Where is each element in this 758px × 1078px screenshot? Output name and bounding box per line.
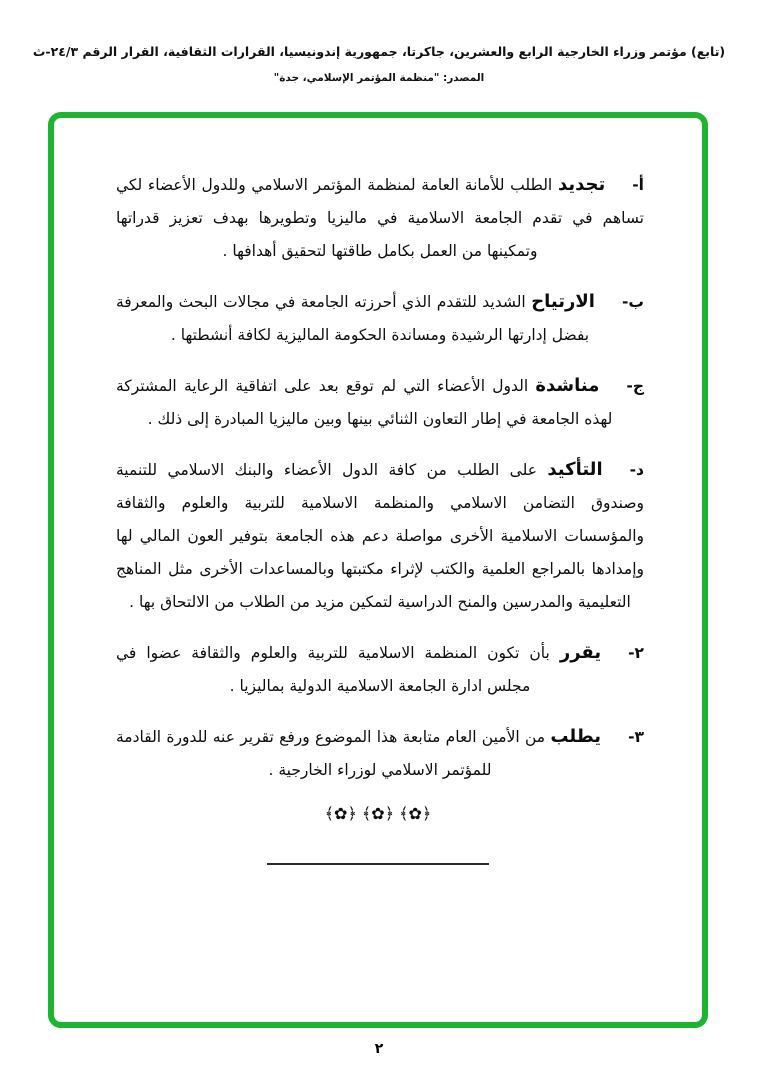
item-lead-word: يقرر [559, 642, 602, 663]
ornament-separator: ﴾✿﴿ ﴾✿﴿ ﴾✿﴿ [324, 804, 432, 823]
signature-line [267, 863, 489, 865]
list-item [116, 369, 644, 436]
item-lead-word: الارتياح [531, 291, 595, 312]
item-text: على الطلب من كافة الدول الأعضاء والبنك الاسلامي للتنمية وصندوق التضامن الاسلامي والمنظمة الاسلامية للتربية والعلوم والثقافة والمؤسسات الاسلامية الأخرى مواصلة دعم هذه الجامعة بتوفير العون المالي لها وإمدادها بالمراجع العلمية والكتب لإثراء مكتبتها وبالمساعدات الأخرى مثل المناهج التعليمية والمدرسين والمنح الدراسية لتمكين مزيد من الطلاب من الالتحاق بها . [116, 461, 644, 611]
item-lead-word: التأكيد [547, 459, 603, 480]
list-item [116, 453, 644, 619]
item-text: الشديد للتقدم الذي أحرزته الجامعة في مجالات البحث والمعرفة بفضل إدارتها الرشيدة ومساندة الحكومة الماليزية لكافة أنشطتها . [116, 293, 590, 344]
item-text: الدول الأعضاء التي لم توقع بعد على اتفاقية الرعاية المشتركة لهذه الجامعة في إطار التعاون الثنائي بينها وبين ماليزيا المبادرة إلى ذلك . [116, 377, 613, 428]
item-lead-word: يطلب [550, 726, 602, 747]
header-conference-title: (تابع) مؤتمر وزراء الخارجية الرابع والعشرين، جاكرتا، جمهورية إندونيسيا، القرارات الثقافية، القرار الرقم ٢٤/٣-ث [32, 44, 726, 59]
item-marker: أ- [632, 176, 644, 194]
list-item [116, 168, 644, 268]
list-item [116, 285, 644, 352]
content-border-box [48, 112, 708, 1028]
resolution-body [54, 118, 702, 787]
header-source-line: المصدر: "منظمة المؤتمر الإسلامي، جدة" [273, 72, 485, 84]
document-header [0, 44, 758, 84]
page-number: ٢ [374, 1041, 384, 1057]
item-marker: د- [629, 461, 644, 479]
item-lead-word: تجديد [557, 174, 606, 195]
item-marker: ج- [626, 377, 644, 395]
item-lead-word: مناشدة [535, 375, 600, 396]
item-text: بأن تكون المنظمة الاسلامية للتربية والعلوم والثقافة عضوا في مجلس ادارة الجامعة الاسلامية الدولية بماليزيا . [116, 644, 550, 695]
item-marker: ٢- [628, 644, 645, 662]
item-marker: ٣- [628, 728, 644, 746]
list-item [116, 720, 644, 787]
item-text: من الأمين العام متابعة هذا الموضوع ورفع تقرير عنه للدورة القادمة للمؤتمر الاسلامي لوزراء الخارجية . [116, 728, 546, 779]
item-marker: ب- [621, 293, 644, 311]
list-item [116, 636, 644, 703]
item-text: الطلب للأمانة العامة لمنظمة المؤتمر الاسلامي وللدول الأعضاء لكي تساهم في تقدم الجامعة الاسلامية في ماليزيا وتطويرها بهدف تعزيز قدراتها وتمكينها من العمل بكامل طاقتها لتحقيق أهدافها . [116, 176, 644, 260]
